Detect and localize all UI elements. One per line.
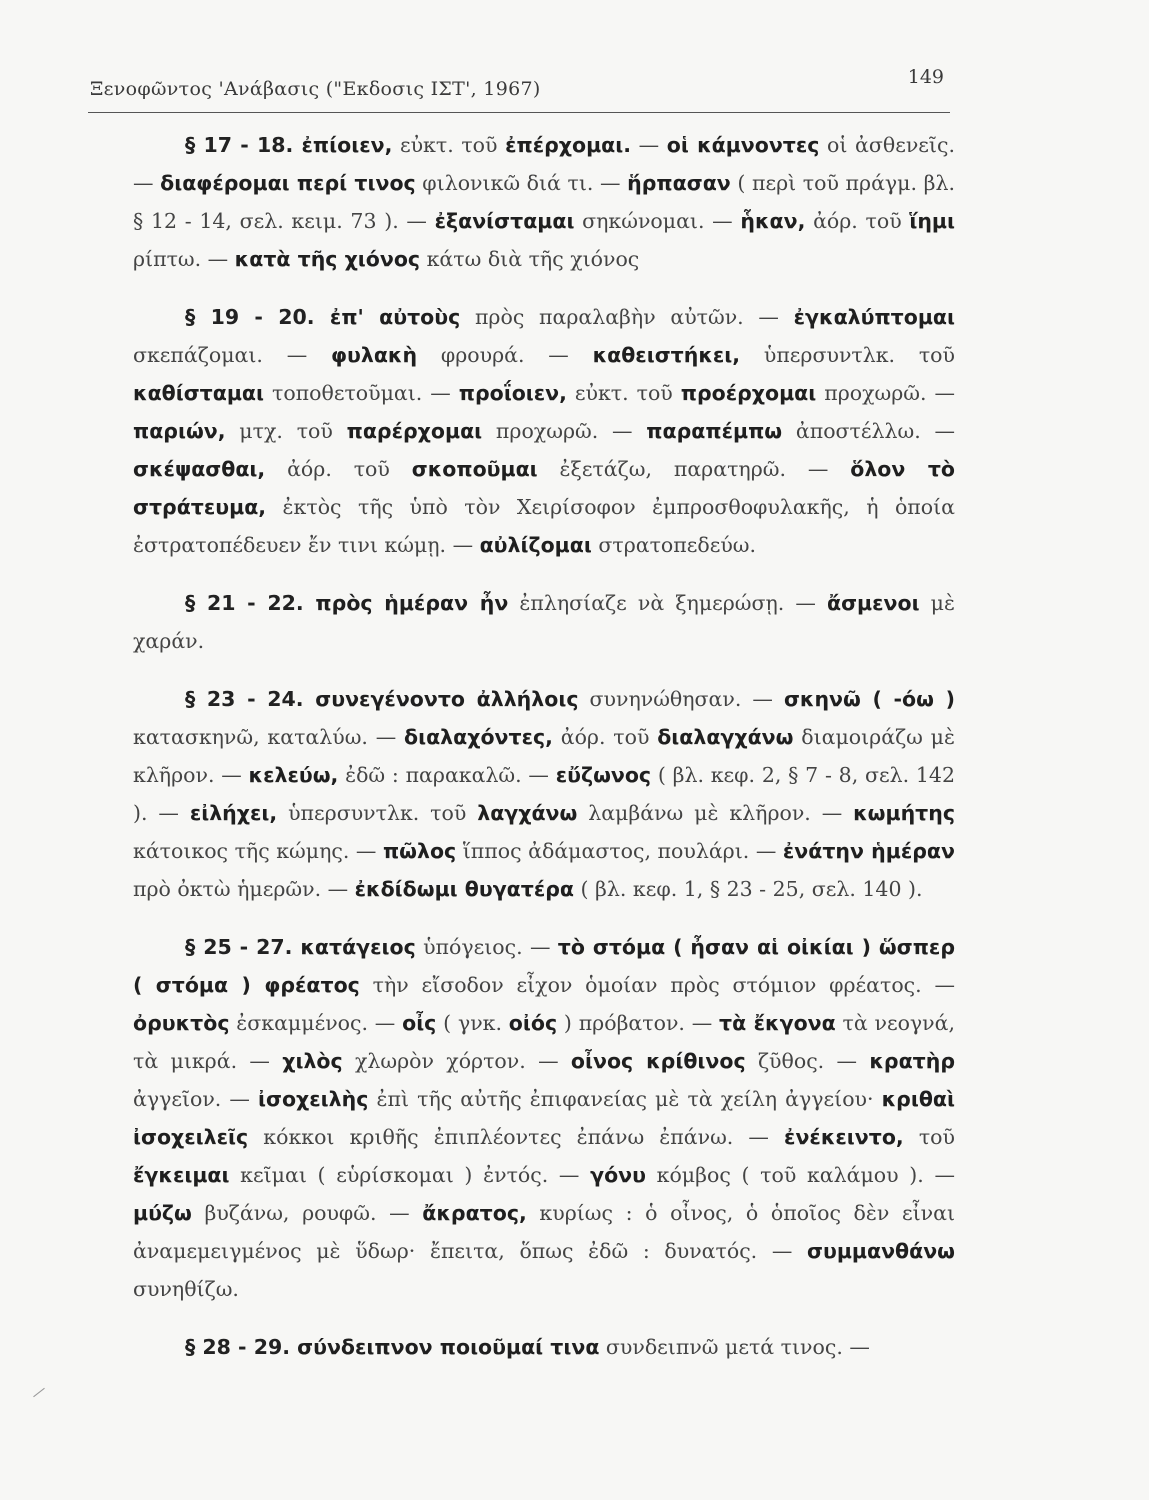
lemma-term: ἄσμενοι — [827, 591, 920, 615]
lemma-term: ἐνέκειντο, — [784, 1125, 904, 1149]
lemma-term: εὔζωνος — [555, 763, 652, 787]
gloss-text: μὲ χαράν. — [133, 591, 956, 653]
lemma-term: σκοποῦμαι — [411, 457, 538, 481]
page-number: 149 — [907, 66, 944, 88]
gloss-text: κάτοικος τῆς κώμης. — — [133, 839, 383, 863]
lemma-term: διαφέρομαι περί τινος — [160, 171, 416, 195]
gloss-text: ἐξετάζω, παρατηρῶ. — — [537, 457, 851, 481]
lemma-term: πῶλος — [382, 839, 457, 863]
gloss-text: σηκώνομαι. — — [574, 209, 741, 233]
page-header — [88, 64, 950, 113]
lemma-term: εἰλήχει, — [189, 801, 278, 825]
lemma-term: παρέρχομαι — [346, 419, 483, 443]
lemma-term: ἵημι — [909, 209, 955, 233]
lemma-term: ἐπίοιεν, — [293, 133, 393, 157]
gloss-text: εὐκτ. τοῦ — [392, 133, 506, 157]
section-reference: § 17 - 18. — [185, 133, 294, 157]
gloss-text: — — [631, 133, 667, 157]
gloss-text: πρὸς παραλαβὴν αὐτῶν. — — [460, 305, 794, 329]
lemma-term: ὅλον τὸ στράτευμα, — [133, 457, 955, 519]
commentary-paragraph — [133, 298, 955, 564]
lemma-term: ἐπ' αὐτοὺς — [314, 305, 461, 329]
section-reference: § 28 - 29. — [185, 1335, 291, 1359]
section-reference: § 19 - 20. — [185, 305, 315, 329]
lemma-term: κατάγειος — [292, 935, 416, 959]
lemma-term: καθειστήκει, — [592, 343, 741, 367]
lemma-term: συμμανθάνω — [807, 1239, 955, 1263]
gloss-text: ( βλ. κεφ. 2, § 7 - 8, σελ. 142 ). — — [133, 763, 955, 825]
gloss-text: κυρίως : ὁ οἶνος, ὁ ὁποῖος δὲν εἶναι ἀναμεμειγμένος μὲ ὕδωρ· ἔπειτα, ὅπως ἐδῶ : δυνατός. — — [133, 1201, 955, 1263]
lemma-term: κρατὴρ — [869, 1049, 956, 1073]
section-reference: § 23 - 24. — [185, 687, 304, 711]
gloss-text: ἀόρ. τοῦ — [265, 457, 412, 481]
lemma-term: σκέψασθαι, — [133, 457, 266, 481]
lemma-term: τὰ ἔκγονα — [719, 1011, 836, 1035]
gloss-text: ὑπερσυντλκ. τοῦ — [277, 801, 478, 825]
gloss-text: ἐκτὸς τῆς ὑπὸ τὸν Χειρίσοφον ἐμπροσθοφυλακῆς, ἡ ὁποία ἐστρατοπέδευεν ἔν τινι κώμῃ. — — [133, 495, 955, 557]
lemma-term: οἶνος κρίθινος — [570, 1049, 746, 1073]
gloss-text: κατασκηνῶ, καταλύω. — — [133, 725, 405, 749]
commentary-paragraph — [133, 928, 955, 1308]
gloss-text: προχωρῶ. — — [816, 381, 955, 405]
stray-pen-mark — [33, 1388, 45, 1397]
lemma-term: κριθαὶ ἰσοχειλεῖς — [133, 1087, 955, 1149]
gloss-text: ἐπλησίαζε νὰ ξημερώσῃ. — — [508, 591, 827, 615]
lemma-term: παριών, — [133, 419, 226, 443]
gloss-text: κόκκοι κριθῆς ἐπιπλέοντες ἐπάνω ἐπάνω. — — [248, 1125, 785, 1149]
gloss-text: κάτω διὰ τῆς χιόνος — [420, 247, 640, 271]
gloss-text: τὰ νεογνά, τὰ μικρά. — — [133, 1011, 956, 1073]
lemma-term: καθίσταμαι — [133, 381, 265, 405]
lemma-term: οἱ κάμνοντες — [666, 133, 820, 157]
lemma-term: σύνδειπνον ποιοῦμαί τινα — [290, 1335, 600, 1359]
commentary-paragraph — [133, 680, 955, 908]
lemma-term: ἐξανίσταμαι — [434, 209, 575, 233]
gloss-text: κόμβος ( τοῦ καλάμου ). — — [645, 1163, 955, 1187]
gloss-text: ἀγγεῖον. — — [133, 1087, 259, 1111]
lemma-term: διαλαγχάνω — [657, 725, 794, 749]
gloss-text: συνηθίζω. — [133, 1277, 239, 1301]
gloss-text: τοποθετοῦμαι. — — [264, 381, 459, 405]
section-reference: § 25 - 27. — [185, 935, 293, 959]
gloss-text: φρουρά. — — [417, 343, 593, 367]
commentary-body — [133, 126, 955, 1366]
lemma-term: προΐοιεν, — [458, 381, 567, 405]
gloss-text: ἀποστέλλω. — — [782, 419, 956, 443]
lemma-term: λαγχάνω — [477, 801, 578, 825]
lemma-term: κατὰ τῆς χιόνος — [234, 247, 421, 271]
gloss-text: συνδειπνῶ μετά τινος. — — [599, 1335, 870, 1359]
lemma-term: ἧκαν, — [740, 209, 806, 233]
lemma-term: κωμήτης — [853, 801, 955, 825]
gloss-text: ( περὶ τοῦ πράγμ. βλ. § 12 - 14, σελ. κειμ. 73 ). — — [133, 171, 955, 233]
gloss-text: ζῦθος. — — [745, 1049, 870, 1073]
gloss-text: ) πρόβατον. — — [557, 1011, 720, 1035]
gloss-text: ( βλ. κεφ. 1, § 23 - 25, σελ. 140 ). — [574, 877, 923, 901]
gloss-text: στρατοπεδεύω. — [591, 533, 757, 557]
lemma-term: μύζω — [133, 1201, 192, 1225]
gloss-text: φιλονικῶ διά τι. — — [415, 171, 628, 195]
lemma-term: αὐλίζομαι — [479, 533, 592, 557]
gloss-text: ὑπερσυντλκ. τοῦ — [740, 343, 955, 367]
gloss-text: ἐπὶ τῆς αὐτῆς ἐπιφανείας μὲ τὰ χείλη ἀγγείου· — [368, 1087, 882, 1111]
gloss-text: βυζάνω, ρουφῶ. — — [191, 1201, 423, 1225]
commentary-paragraph — [133, 584, 955, 660]
gloss-text: ἵππος ἀδάμαστος, πουλάρι. — — [456, 839, 783, 863]
gloss-text: ( γνκ. — [436, 1011, 509, 1035]
lemma-term: σκηνῶ ( -όω ) — [783, 687, 955, 711]
gloss-text: χλωρὸν χόρτον. — — [342, 1049, 571, 1073]
gloss-text: πρὸ ὀκτὼ ἡμερῶν. — — [133, 877, 355, 901]
gloss-text: τὴν εἴσοδον εἶχον ὁμοίαν πρὸς στόμιον φρέατος. — — [359, 973, 955, 997]
lemma-term: πρὸς ἡμέραν ἦν — [303, 591, 509, 615]
gloss-text: ἐσκαμμένος. — — [229, 1011, 403, 1035]
lemma-term: τὸ στόμα ( ἦσαν αἱ οἰκίαι ) ὥσπερ ( στόμα ) φρέατος — [133, 935, 955, 997]
lemma-term: ὀρυκτὸς — [133, 1011, 230, 1035]
commentary-paragraph — [133, 126, 955, 278]
lemma-term: ἄκρατος, — [422, 1201, 527, 1225]
gloss-text: μτχ. τοῦ — [225, 419, 347, 443]
lemma-term: γόνυ — [590, 1163, 646, 1187]
lemma-term: χιλὸς — [282, 1049, 343, 1073]
gloss-text: σκεπάζομαι. — — [133, 343, 331, 367]
lemma-term: παραπέμπω — [646, 419, 783, 443]
gloss-text: κεῖμαι ( εὑρίσκομαι ) ἐντός. — — [229, 1163, 591, 1187]
gloss-text: ἀόρ. τοῦ — [805, 209, 910, 233]
gloss-text: τοῦ — [903, 1125, 955, 1149]
gloss-text: διαμοιράζω μὲ κλῆρον. — — [133, 725, 956, 787]
section-reference: § 21 - 22. — [185, 591, 304, 615]
lemma-term: κελεύω, — [248, 763, 339, 787]
gloss-text: λαμβάνω μὲ κλῆρον. — — [577, 801, 854, 825]
lemma-term: ἰσοχειλὴς — [258, 1087, 369, 1111]
lemma-term: διαλαχόντες, — [404, 725, 553, 749]
lemma-term: ἐνάτην ἡμέραν — [782, 839, 955, 863]
lemma-term: προέρχομαι — [680, 381, 817, 405]
gloss-text: ρίπτω. — — [133, 247, 235, 271]
lemma-term: ἥρπασαν — [627, 171, 731, 195]
running-title: Ξενοφῶντος 'Ανάβασις ("Εκδοσις ΙΣΤ', 1967) — [90, 78, 541, 100]
lemma-term: οἰός — [508, 1011, 558, 1035]
gloss-text: οἱ ἀσθενεῖς. — — [133, 133, 955, 195]
lemma-term: φυλακὴ — [330, 343, 418, 367]
lemma-term: ἔγκειμαι — [133, 1163, 230, 1187]
lemma-term: ἐπέρχομαι. — [505, 133, 632, 157]
gloss-text: εὐκτ. τοῦ — [566, 381, 681, 405]
gloss-text: συνηνώθησαν. — — [578, 687, 784, 711]
lemma-term: ἐκδίδωμι θυγατέρα — [354, 877, 575, 901]
lemma-term: συνεγένοντο ἀλλήλοις — [303, 687, 579, 711]
gloss-text: ἐδῶ : παρακαλῶ. — — [338, 763, 556, 787]
commentary-paragraph — [133, 1328, 955, 1366]
lemma-term: ἐγκαλύπτομαι — [793, 305, 956, 329]
gloss-text: ὑπόγειος. — — [415, 935, 558, 959]
gloss-text: προχωρῶ. — — [482, 419, 647, 443]
gloss-text: ἀόρ. τοῦ — [552, 725, 658, 749]
lemma-term: οἶς — [402, 1011, 437, 1035]
